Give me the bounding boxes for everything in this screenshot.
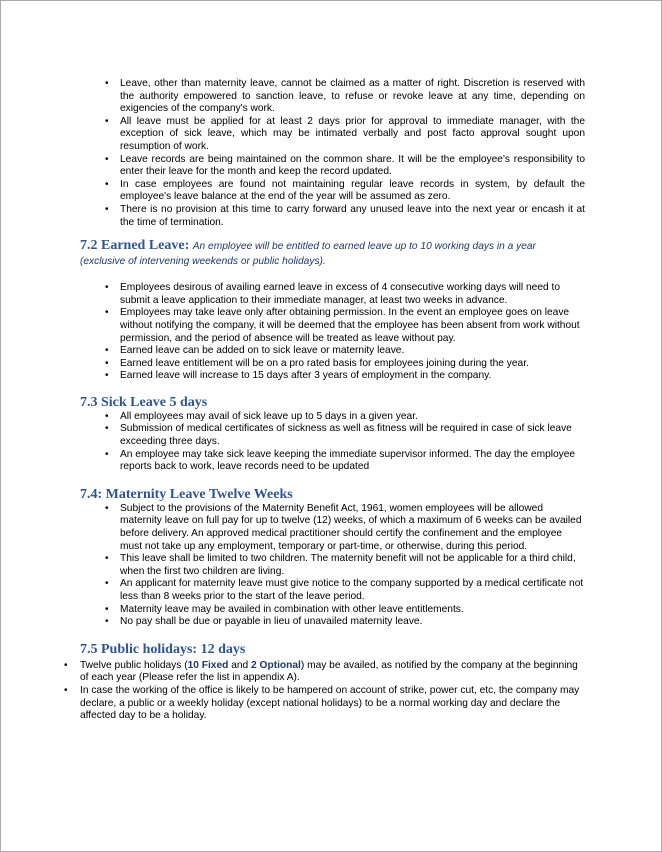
item-text: ) may be availed, as notified by the company at the beginning of each year (Please refer the list in appendix A).	[80, 659, 578, 684]
sick-leave-heading: 7.3 Sick Leave 5 days	[80, 394, 208, 410]
section-intro: An employee will be entitled to earned leave up to 10 working days in a year	[192, 241, 536, 253]
list-item: • Earned leave will increase to 15 days after 3 years of employment in the company.	[80, 370, 585, 383]
maternity-leave-list	[80, 503, 585, 629]
list-item: • All employees may avail of sick leave up to 5 days in a given year.	[80, 411, 585, 424]
list-item: • Earned leave can be added on to sick leave or maternity leave.	[80, 345, 585, 358]
document-body	[80, 78, 585, 723]
public-holidays-list	[60, 660, 585, 723]
list-item: • Maternity leave may be availed in combination with other leave entitlements.	[80, 604, 585, 617]
sick-leave-list	[80, 411, 585, 474]
list-item: • Leave, other than maternity leave, cannot be claimed as a matter of right. Discretion is reserved with the authority empowered to sanction leave, to refuse or revoke leave at any time, depending on exigencies of the company's work.	[80, 78, 585, 116]
list-item: • Employees may take leave only after obtaining permission. In the event an employee goes on leave without notifying the company, it will be deemed that the employee has been absent from work without permission, and the period of absence will be treated as leave without pay.	[80, 307, 585, 345]
list-item: • Employees desirous of availing earned leave in excess of 4 consecutive working days will need to submit a leave application to their immediate manager, at least two weeks in advance.	[80, 282, 585, 307]
list-item: • An applicant for maternity leave must give notice to the company supported by a medical certificate not less than 8 weeks prior to the start of the leave period.	[80, 578, 585, 603]
list-item: • No pay shall be due or payable in lieu of unavailed maternity leave.	[80, 616, 585, 629]
list-item: • Leave records are being maintained on the common share. It will be the employee's responsibility to enter their leave for the month and keep the record updated.	[80, 154, 585, 179]
list-item: • In case employees are found not maintaining regular leave records in system, by default the employee's leave balance at the end of the year will be assumed as zero.	[80, 179, 585, 204]
public-holidays-heading: 7.5 Public holidays: 12 days	[80, 641, 246, 657]
list-item: • An employee may take sick leave keeping the immediate supervisor informed. The day the employee reports back to work, leave records need to be updated	[80, 449, 585, 474]
list-item: • Submission of medical certificates of sickness as well as fitness will be required in case of sick leave exceeding three days.	[80, 423, 585, 448]
list-item: • In case the working of the office is likely to be hampered on account of strike, power cut, etc, the company may declare, a public or a weekly holiday (except national holidays) to be a normal working day and declare the affected day to be a holiday.	[60, 685, 585, 723]
maternity-leave-heading: 7.4: Maternity Leave Twelve Weeks	[80, 486, 293, 502]
public-holidays-section	[80, 642, 585, 723]
list-item: • There is no provision at this time to carry forward any unused leave into the next year or encash it at the time of termination.	[80, 204, 585, 229]
list-item	[60, 660, 585, 685]
earned-leave-heading	[80, 238, 585, 255]
list-item: • Subject to the provisions of the Maternity Benefit Act, 1961, women employees will be allowed maternity leave on full pay for up to twelve (12) weeks, of which a maximum of 6 weeks can be availed before delivery. An approved medical practitioner should certify the confinement and the employee must not take up any employment, temporary or part-time, or otherwise, during this period.	[80, 503, 585, 553]
maternity-leave-section	[80, 487, 585, 629]
fixed-count: 10 Fixed	[187, 659, 229, 671]
list-item: • All leave must be applied for at least 2 days prior for approval to immediate manager, with the exception of sick leave, which may be intimated verbally and post facto approval sought upon resumption of work.	[80, 116, 585, 154]
section-title: 7.2 Earned Leave:	[80, 238, 190, 254]
earned-leave-section	[80, 238, 585, 383]
earned-leave-list	[80, 282, 585, 383]
list-item: • This leave shall be limited to two children. The maternity benefit will not be applicable for a third child, when the first two children are living.	[80, 553, 585, 578]
leave-general-list	[80, 78, 585, 229]
item-text: Twelve public holidays (	[80, 659, 188, 671]
list-item: • Earned leave entitlement will be on a pro rated basis for employees joining during the year.	[80, 358, 585, 371]
optional-count: 2 Optional	[251, 659, 301, 671]
item-text: and	[228, 659, 252, 671]
sick-leave-section	[80, 395, 585, 474]
section-intro-cont: (exclusive of intervening weekends or public holidays).	[80, 256, 326, 268]
